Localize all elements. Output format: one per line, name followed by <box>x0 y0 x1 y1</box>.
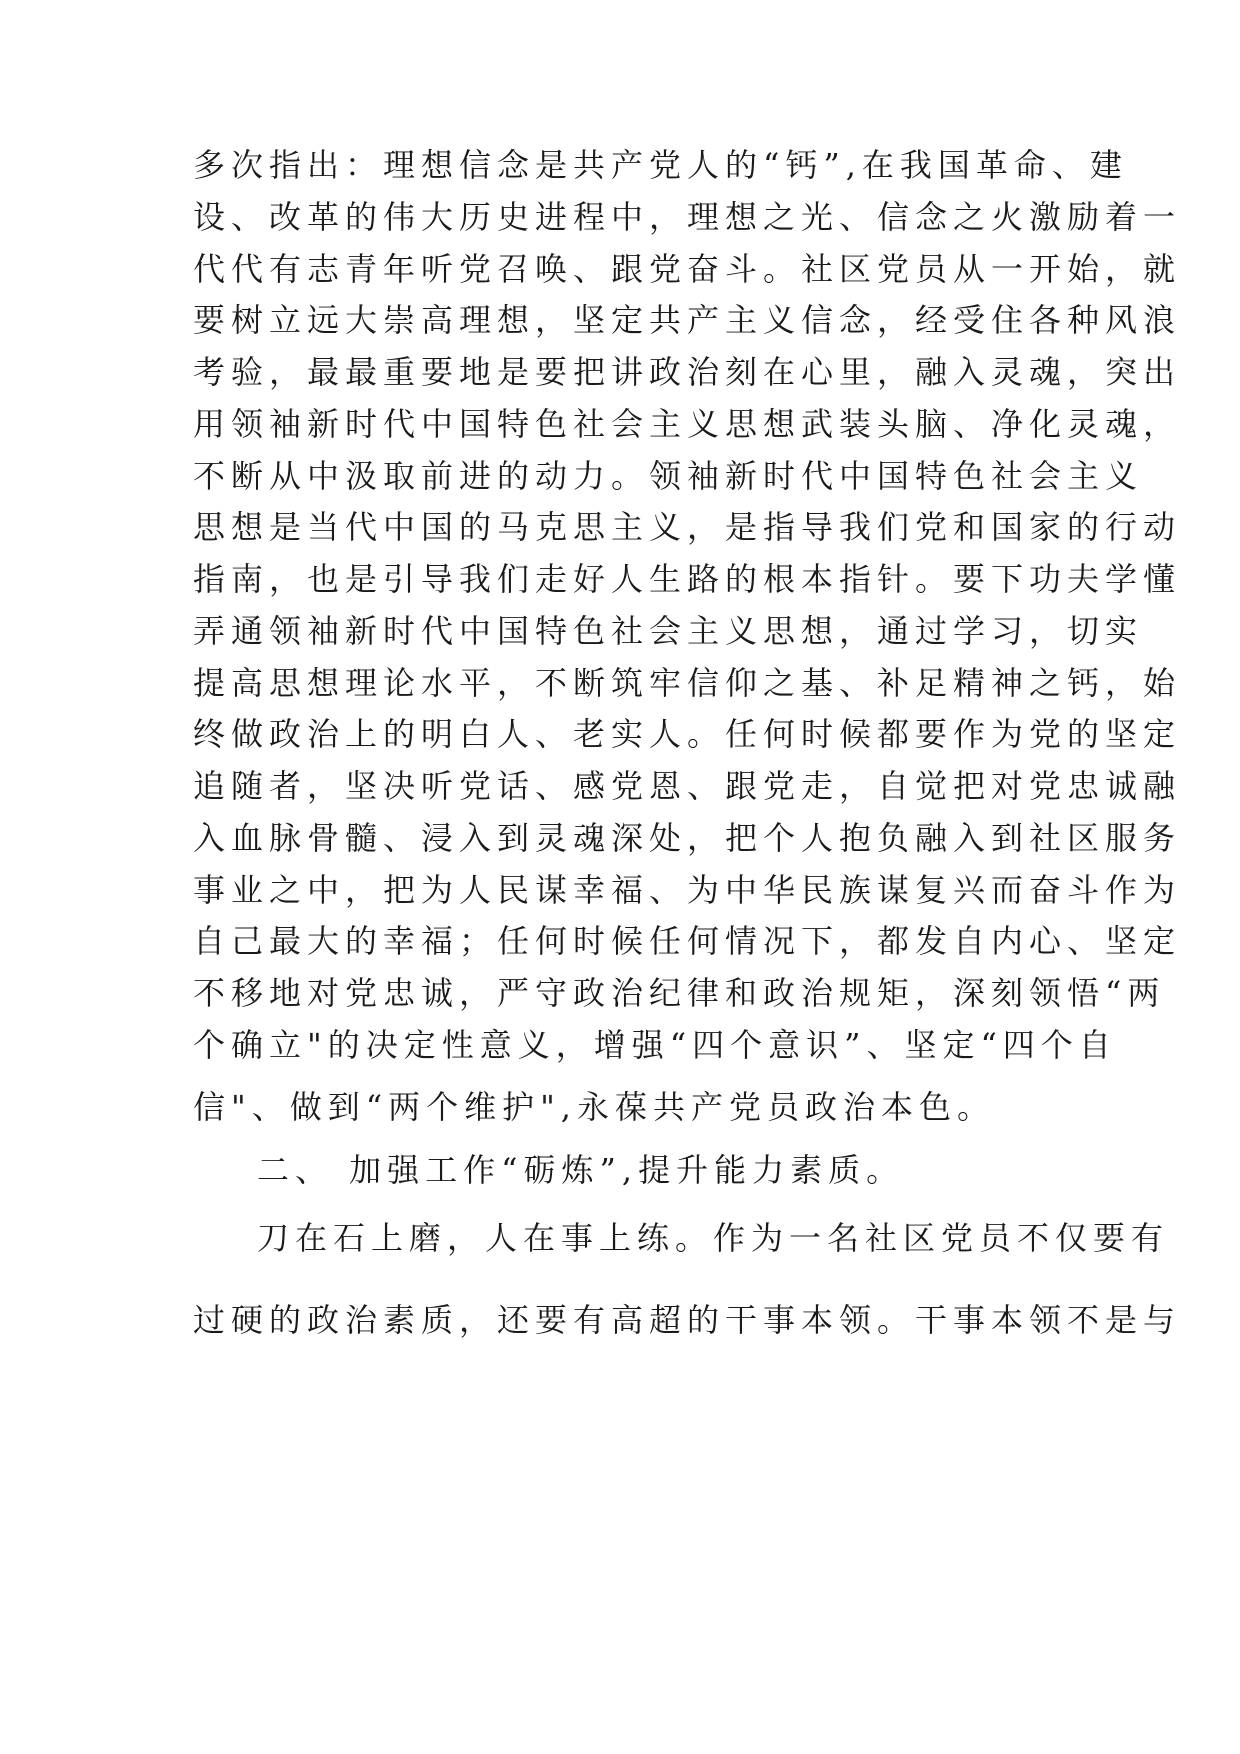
body-text-line: 不断从中汲取前进的动力。领袖新时代中国特色社会主义 <box>193 457 1144 495</box>
body-text-line: 追随者，坚决听党话、感党恩、跟党走，自觉把对党忠诚融 <box>193 767 1182 805</box>
body-text-line: 事业之中，把为人民谋幸福、为中华民族谋复兴而奋斗作为 <box>193 871 1182 909</box>
body-text-line: 终做政治上的明白人、老实人。任何时候都要作为党的坚定 <box>193 715 1182 753</box>
body-text-line: 不移地对党忠诚，严守政治纪律和政治规矩，深刻领悟“两 <box>193 974 1166 1012</box>
section-heading: 二、 加强工作“砺炼”,提升能力素质。 <box>257 1151 905 1189</box>
body-text-line: 要树立远大崇高理想，坚定共产主义信念，经受住各种风浪 <box>193 301 1182 339</box>
body-text-line: 刀在石上磨，人在事上练。作为一名社区党员不仅要有 <box>257 1219 1170 1257</box>
body-text-line: 弄通领袖新时代中国特色社会主义思想，通过学习，切实 <box>193 612 1144 650</box>
body-text-line: 设、改革的伟大历史进程中，理想之光、信念之火激励着一 <box>193 198 1182 236</box>
body-text-line: 个确立"的决定性意义，增强“四个意识”、坚定“四个自 <box>193 1026 1117 1064</box>
body-text-line: 考验，最最重要地是要把讲政治刻在心里，融入灵魂，突出 <box>193 353 1182 391</box>
body-text-line: 代代有志青年听党召唤、跟党奋斗。社区党员从一开始，就 <box>193 250 1182 288</box>
body-text-line: 自己最大的幸福；任何时候任何情况下，都发自内心、坚定 <box>193 922 1182 960</box>
body-text-line: 过硬的政治素质，还要有高超的干事本领。干事本领不是与 <box>193 1301 1182 1339</box>
body-text-line: 信"、做到“两个维护",永葆共产党员政治本色。 <box>193 1088 995 1126</box>
body-text-line: 提高思想理论水平，不断筑牢信仰之基、补足精神之钙，始 <box>193 664 1182 702</box>
body-text-line: 入血脉骨髓、浸入到灵魂深处，把个人抱负融入到社区服务 <box>193 819 1182 857</box>
body-text-line: 思想是当代中国的马克思主义，是指导我们党和国家的行动 <box>193 508 1182 546</box>
body-text-line: 指南，也是引导我们走好人生路的根本指针。要下功夫学懂 <box>193 560 1182 598</box>
body-text-line: 多次指出：理想信念是共产党人的“钙”,在我国革命、建 <box>193 146 1128 184</box>
body-text-line: 用领袖新时代中国特色社会主义思想武装头脑、净化灵魂， <box>193 405 1182 443</box>
